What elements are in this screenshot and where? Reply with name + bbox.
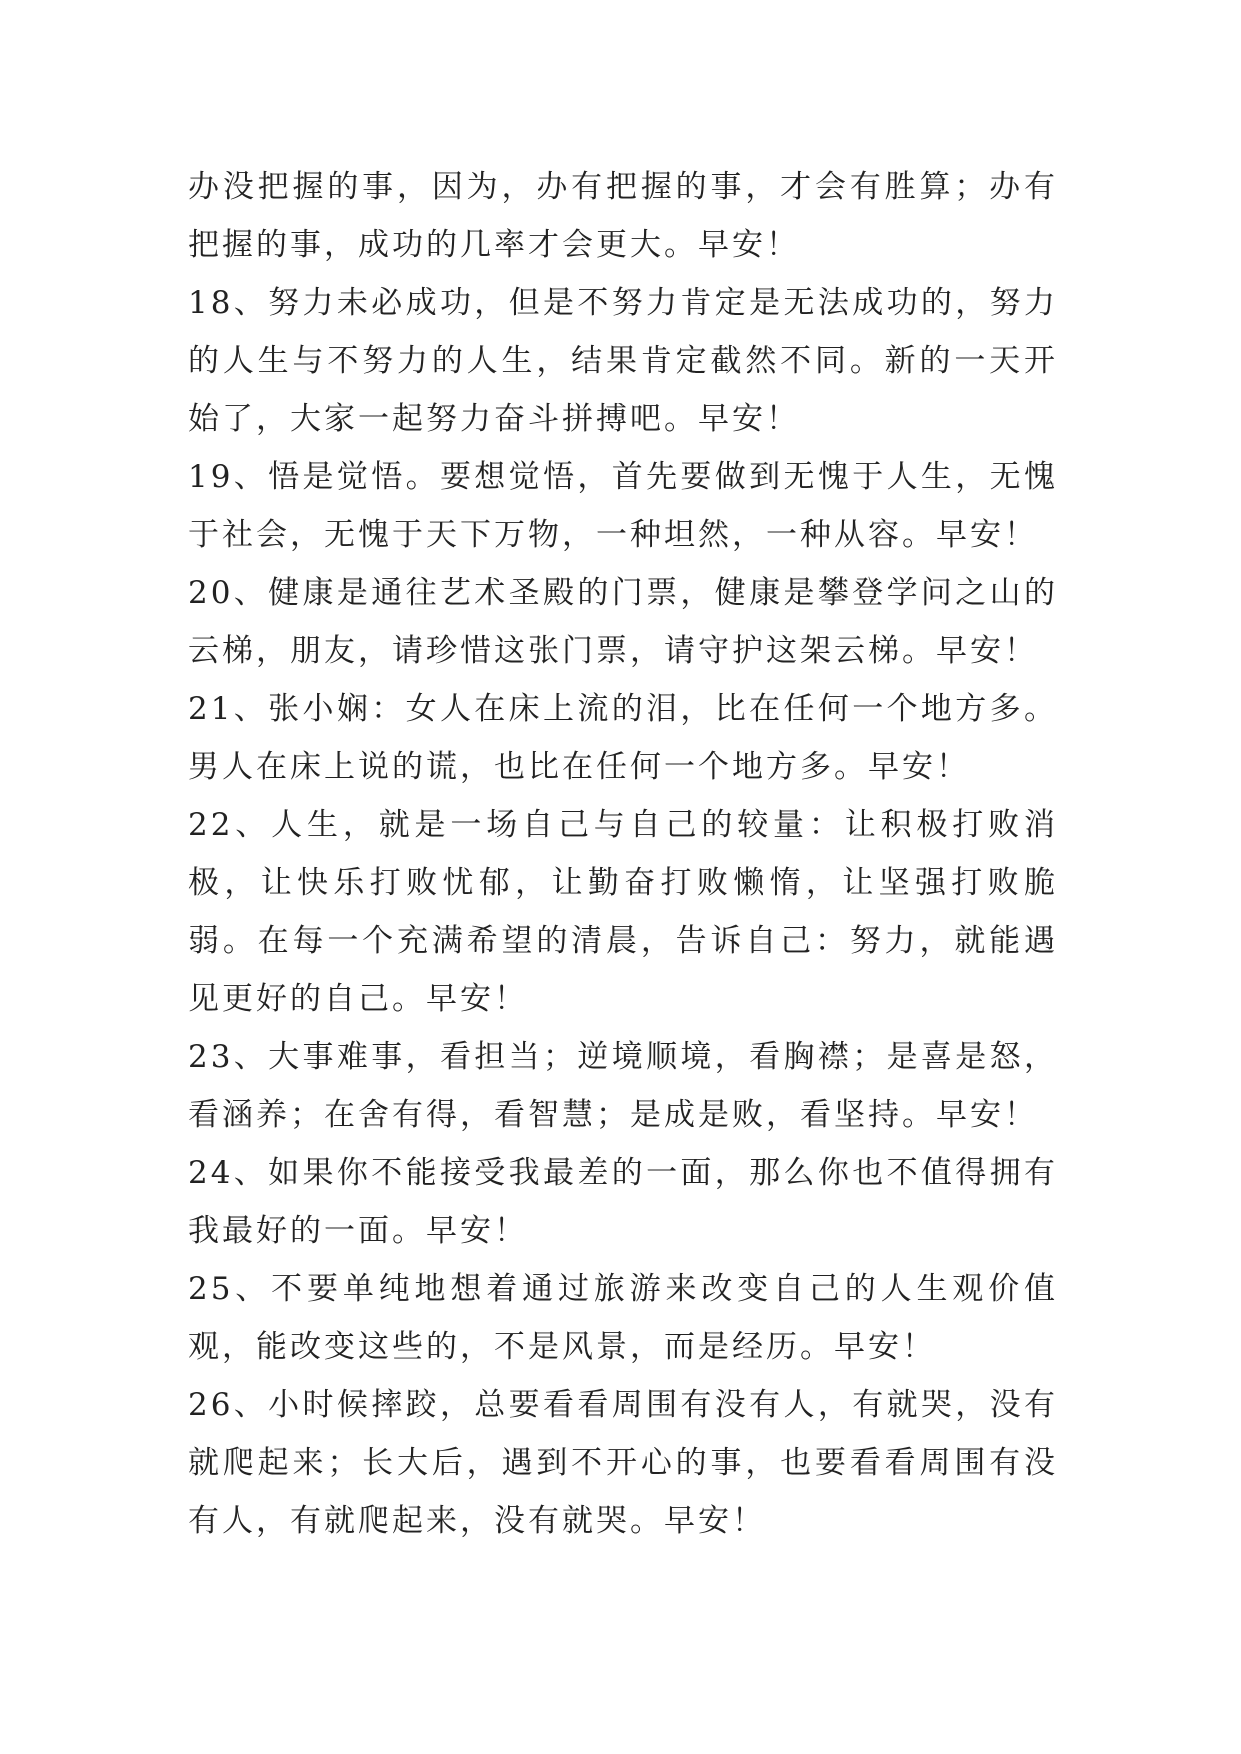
document-body: [188, 158, 1058, 1550]
paragraph-22: 22、人生，就是一场自己与自己的较量：让积极打败消极，让快乐打败忧郁，让勤奋打败懒惰，让坚强打败脆弱。在每一个充满希望的清晨，告诉自己：努力，就能遇见更好的自己。早安！: [188, 807, 1058, 1017]
paragraph-26: 26、小时候摔跤，总要看看周围有没有人，有就哭，没有就爬起来；长大后，遇到不开心的事，也要看看周围有没有人，有就爬起来，没有就哭。早安！: [188, 1387, 1058, 1539]
paragraph-continuation: 办没把握的事，因为，办有把握的事，才会有胜算；办有把握的事，成功的几率才会更大。早安！: [188, 169, 1058, 263]
paragraph-20: 20、健康是通往艺术圣殿的门票，健康是攀登学问之山的云梯，朋友，请珍惜这张门票，请守护这架云梯。早安！: [188, 575, 1058, 669]
paragraph-23: 23、大事难事，看担当；逆境顺境，看胸襟；是喜是怒，看涵养；在舍有得，看智慧；是成是败，看坚持。早安！: [188, 1039, 1058, 1133]
paragraph-24: 24、如果你不能接受我最差的一面，那么你也不值得拥有我最好的一面。早安！: [188, 1155, 1058, 1249]
paragraph-18: 18、努力未必成功，但是不努力肯定是无法成功的，努力的人生与不努力的人生，结果肯定截然不同。新的一天开始了，大家一起努力奋斗拼搏吧。早安！: [188, 285, 1058, 437]
paragraph-25: 25、不要单纯地想着通过旅游来改变自己的人生观价值观，能改变这些的，不是风景，而是经历。早安！: [188, 1271, 1058, 1365]
paragraph-19: 19、悟是觉悟。要想觉悟，首先要做到无愧于人生，无愧于社会，无愧于天下万物，一种坦然，一种从容。早安！: [188, 459, 1058, 553]
paragraph-21: 21、张小娴：女人在床上流的泪，比在任何一个地方多。男人在床上说的谎，也比在任何一个地方多。早安！: [188, 691, 1058, 785]
